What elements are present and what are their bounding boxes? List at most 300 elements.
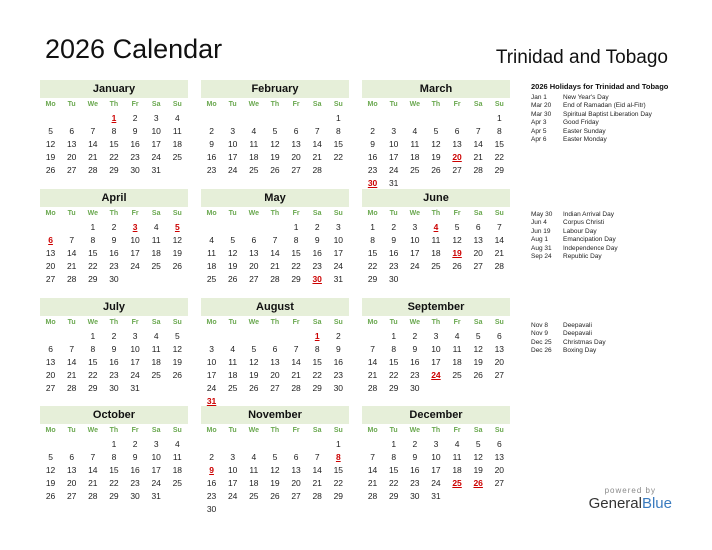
day-cell[interactable]: 19 — [227, 261, 238, 271]
day-cell[interactable]: 12 — [452, 235, 462, 245]
day-cell[interactable]: 28 — [88, 491, 98, 501]
day-cell[interactable]: 15 — [494, 139, 505, 149]
day-cell[interactable]: 15 — [312, 357, 322, 367]
day-cell[interactable]: 12 — [473, 344, 483, 354]
day-cell[interactable]: 22 — [367, 261, 378, 271]
day-cell[interactable]: 3 — [153, 113, 159, 123]
day-cell[interactable]: 8 — [90, 344, 96, 354]
day-cell[interactable]: 29 — [312, 383, 322, 393]
day-cell[interactable]: 4 — [454, 331, 460, 341]
day-cell[interactable]: 5 — [475, 439, 481, 449]
day-cell[interactable]: 2 — [391, 222, 397, 232]
day-cell[interactable]: 12 — [45, 465, 56, 475]
day-cell[interactable]: 14 — [312, 465, 322, 475]
day-cell[interactable]: 25 — [249, 491, 259, 501]
holiday-day-cell[interactable]: 30 — [312, 274, 322, 284]
day-cell[interactable]: 15 — [109, 465, 119, 475]
holiday-day-cell[interactable]: 31 — [206, 396, 217, 406]
holiday-day-cell[interactable]: 1 — [111, 113, 117, 123]
day-cell[interactable]: 28 — [291, 383, 301, 393]
day-cell[interactable]: 13 — [494, 344, 505, 354]
day-cell[interactable]: 21 — [494, 248, 505, 258]
day-cell[interactable]: 3 — [335, 222, 341, 232]
holiday-day-cell[interactable]: 3 — [132, 222, 138, 232]
day-cell[interactable]: 11 — [172, 126, 182, 136]
day-cell[interactable]: 19 — [249, 370, 259, 380]
day-cell[interactable]: 16 — [312, 248, 322, 258]
day-cell[interactable]: 16 — [206, 478, 217, 488]
day-cell[interactable]: 27 — [45, 274, 56, 284]
day-cell[interactable]: 18 — [452, 357, 462, 367]
day-cell[interactable]: 15 — [367, 248, 378, 258]
day-cell[interactable]: 15 — [291, 248, 301, 258]
day-cell[interactable]: 25 — [227, 383, 238, 393]
day-cell[interactable]: 17 — [227, 478, 238, 488]
day-cell[interactable]: 23 — [109, 261, 119, 271]
day-cell[interactable]: 25 — [452, 370, 462, 380]
day-cell[interactable]: 16 — [130, 139, 140, 149]
day-cell[interactable]: 24 — [151, 152, 161, 162]
day-cell[interactable]: 16 — [109, 248, 119, 258]
day-cell[interactable]: 10 — [130, 235, 140, 245]
day-cell[interactable]: 27 — [291, 165, 301, 175]
day-cell[interactable]: 29 — [494, 165, 505, 175]
day-cell[interactable]: 2 — [209, 126, 214, 136]
day-cell[interactable]: 24 — [130, 261, 140, 271]
day-cell[interactable]: 11 — [431, 235, 441, 245]
day-cell[interactable]: 29 — [367, 274, 378, 284]
day-cell[interactable]: 7 — [90, 126, 96, 136]
day-cell[interactable]: 18 — [151, 248, 161, 258]
day-cell[interactable]: 7 — [272, 235, 278, 245]
day-cell[interactable]: 26 — [227, 274, 238, 284]
day-cell[interactable]: 15 — [333, 139, 344, 149]
day-cell[interactable]: 14 — [367, 357, 378, 367]
day-cell[interactable]: 4 — [251, 126, 257, 136]
day-cell[interactable]: 3 — [433, 331, 439, 341]
day-cell[interactable]: 6 — [272, 344, 278, 354]
day-cell[interactable]: 23 — [388, 261, 399, 271]
day-cell[interactable]: 21 — [312, 152, 322, 162]
day-cell[interactable]: 18 — [172, 465, 183, 475]
day-cell[interactable]: 2 — [111, 222, 117, 232]
day-cell[interactable]: 16 — [388, 248, 399, 258]
day-cell[interactable]: 23 — [312, 261, 322, 271]
day-cell[interactable]: 1 — [90, 222, 96, 232]
day-cell[interactable]: 1 — [370, 222, 375, 232]
day-cell[interactable]: 23 — [410, 370, 420, 380]
day-cell[interactable]: 28 — [367, 383, 378, 393]
day-cell[interactable]: 20 — [249, 261, 259, 271]
day-cell[interactable]: 29 — [291, 274, 301, 284]
day-cell[interactable]: 14 — [270, 248, 280, 258]
day-cell[interactable]: 7 — [314, 452, 320, 462]
day-cell[interactable]: 29 — [388, 491, 399, 501]
day-cell[interactable]: 1 — [391, 439, 397, 449]
holiday-day-cell[interactable]: 26 — [473, 478, 483, 488]
day-cell[interactable]: 31 — [130, 383, 140, 393]
day-cell[interactable]: 21 — [291, 370, 301, 380]
day-cell[interactable]: 29 — [333, 491, 344, 501]
day-cell[interactable]: 27 — [249, 274, 259, 284]
day-cell[interactable]: 4 — [251, 452, 257, 462]
day-cell[interactable]: 26 — [45, 491, 56, 501]
holiday-day-cell[interactable]: 20 — [452, 152, 462, 162]
holiday-day-cell[interactable]: 9 — [209, 465, 214, 475]
day-cell[interactable]: 2 — [412, 439, 418, 449]
day-cell[interactable]: 14 — [367, 465, 378, 475]
day-cell[interactable]: 20 — [45, 261, 56, 271]
day-cell[interactable]: 27 — [473, 261, 483, 271]
day-cell[interactable]: 12 — [172, 344, 183, 354]
day-cell[interactable]: 4 — [174, 113, 180, 123]
day-cell[interactable]: 16 — [109, 357, 119, 367]
day-cell[interactable]: 24 — [388, 165, 399, 175]
day-cell[interactable]: 11 — [249, 465, 259, 475]
day-cell[interactable]: 3 — [412, 222, 418, 232]
day-cell[interactable]: 17 — [431, 465, 441, 475]
day-cell[interactable]: 12 — [270, 465, 280, 475]
day-cell[interactable]: 19 — [431, 152, 441, 162]
day-cell[interactable]: 22 — [333, 478, 344, 488]
day-cell[interactable]: 23 — [206, 491, 217, 501]
day-cell[interactable]: 21 — [88, 152, 98, 162]
day-cell[interactable]: 26 — [172, 261, 183, 271]
day-cell[interactable]: 18 — [452, 465, 462, 475]
day-cell[interactable]: 6 — [475, 222, 481, 232]
day-cell[interactable]: 16 — [410, 465, 420, 475]
day-cell[interactable]: 3 — [433, 439, 439, 449]
day-cell[interactable]: 22 — [88, 370, 98, 380]
day-cell[interactable]: 21 — [367, 478, 378, 488]
day-cell[interactable]: 3 — [153, 439, 159, 449]
day-cell[interactable]: 8 — [111, 452, 117, 462]
day-cell[interactable]: 10 — [130, 344, 140, 354]
day-cell[interactable]: 28 — [473, 165, 483, 175]
day-cell[interactable]: 5 — [251, 344, 257, 354]
holiday-day-cell[interactable]: 19 — [452, 248, 462, 258]
day-cell[interactable]: 5 — [174, 331, 180, 341]
day-cell[interactable]: 3 — [391, 126, 397, 136]
day-cell[interactable]: 26 — [249, 383, 259, 393]
day-cell[interactable]: 4 — [174, 439, 180, 449]
day-cell[interactable]: 11 — [452, 344, 462, 354]
day-cell[interactable]: 2 — [132, 439, 138, 449]
day-cell[interactable]: 27 — [66, 491, 77, 501]
day-cell[interactable]: 27 — [45, 383, 56, 393]
day-cell[interactable]: 22 — [494, 152, 505, 162]
brand-logo[interactable] — [589, 486, 672, 512]
day-cell[interactable]: 11 — [172, 452, 182, 462]
day-cell[interactable]: 5 — [48, 452, 53, 462]
day-cell[interactable]: 2 — [111, 331, 117, 341]
day-cell[interactable]: 19 — [172, 248, 183, 258]
day-cell[interactable]: 11 — [151, 235, 161, 245]
day-cell[interactable]: 22 — [291, 261, 301, 271]
day-cell[interactable]: 9 — [391, 235, 397, 245]
day-cell[interactable]: 26 — [431, 165, 441, 175]
day-cell[interactable]: 1 — [335, 113, 341, 123]
day-cell[interactable]: 8 — [370, 235, 375, 245]
holiday-day-cell[interactable]: 5 — [174, 222, 180, 232]
day-cell[interactable]: 31 — [151, 491, 161, 501]
day-cell[interactable]: 30 — [109, 274, 119, 284]
day-cell[interactable]: 20 — [494, 465, 505, 475]
day-cell[interactable]: 25 — [172, 152, 183, 162]
day-cell[interactable]: 7 — [90, 452, 96, 462]
day-cell[interactable]: 29 — [88, 383, 98, 393]
day-cell[interactable]: 23 — [109, 370, 119, 380]
day-cell[interactable]: 15 — [88, 248, 98, 258]
day-cell[interactable]: 23 — [206, 165, 217, 175]
day-cell[interactable]: 26 — [45, 165, 56, 175]
day-cell[interactable]: 10 — [431, 344, 441, 354]
day-cell[interactable]: 9 — [335, 344, 341, 354]
day-cell[interactable]: 19 — [270, 152, 280, 162]
day-cell[interactable]: 22 — [312, 370, 322, 380]
day-cell[interactable]: 4 — [209, 235, 214, 245]
day-cell[interactable]: 24 — [151, 478, 161, 488]
day-cell[interactable]: 9 — [314, 235, 320, 245]
day-cell[interactable]: 11 — [410, 139, 420, 149]
day-cell[interactable]: 20 — [291, 152, 301, 162]
day-cell[interactable]: 7 — [293, 344, 299, 354]
day-cell[interactable]: 30 — [130, 165, 140, 175]
day-cell[interactable]: 18 — [227, 370, 238, 380]
day-cell[interactable]: 15 — [88, 357, 98, 367]
day-cell[interactable]: 12 — [473, 452, 483, 462]
day-cell[interactable]: 10 — [431, 452, 441, 462]
day-cell[interactable]: 31 — [388, 178, 399, 188]
day-cell[interactable]: 15 — [333, 465, 344, 475]
day-cell[interactable]: 20 — [66, 478, 77, 488]
day-cell[interactable]: 25 — [172, 478, 183, 488]
day-cell[interactable]: 30 — [410, 383, 420, 393]
day-cell[interactable]: 16 — [130, 465, 140, 475]
day-cell[interactable]: 5 — [272, 452, 278, 462]
day-cell[interactable]: 20 — [494, 357, 505, 367]
day-cell[interactable]: 30 — [206, 504, 217, 514]
day-cell[interactable]: 22 — [388, 370, 399, 380]
day-cell[interactable]: 29 — [88, 274, 98, 284]
day-cell[interactable]: 18 — [431, 248, 441, 258]
day-cell[interactable]: 4 — [153, 331, 159, 341]
day-cell[interactable]: 23 — [130, 478, 140, 488]
day-cell[interactable]: 2 — [314, 222, 320, 232]
day-cell[interactable]: 22 — [109, 478, 119, 488]
day-cell[interactable]: 6 — [454, 126, 460, 136]
day-cell[interactable]: 8 — [293, 235, 299, 245]
day-cell[interactable]: 7 — [370, 452, 375, 462]
day-cell[interactable]: 6 — [293, 126, 299, 136]
day-cell[interactable]: 21 — [473, 152, 483, 162]
day-cell[interactable]: 30 — [109, 383, 119, 393]
day-cell[interactable]: 13 — [452, 139, 462, 149]
day-cell[interactable]: 27 — [291, 491, 301, 501]
day-cell[interactable]: 20 — [66, 152, 77, 162]
day-cell[interactable]: 22 — [333, 152, 344, 162]
day-cell[interactable]: 1 — [293, 222, 299, 232]
day-cell[interactable]: 22 — [388, 478, 399, 488]
day-cell[interactable]: 21 — [270, 261, 280, 271]
day-cell[interactable]: 20 — [45, 370, 56, 380]
day-cell[interactable]: 1 — [335, 439, 341, 449]
day-cell[interactable]: 24 — [206, 383, 217, 393]
day-cell[interactable]: 21 — [367, 370, 378, 380]
day-cell[interactable]: 15 — [388, 465, 399, 475]
day-cell[interactable]: 25 — [249, 165, 259, 175]
day-cell[interactable]: 25 — [206, 274, 217, 284]
day-cell[interactable]: 16 — [410, 357, 420, 367]
day-cell[interactable]: 23 — [367, 165, 378, 175]
day-cell[interactable]: 6 — [48, 344, 53, 354]
day-cell[interactable]: 29 — [109, 491, 119, 501]
day-cell[interactable]: 19 — [45, 152, 56, 162]
day-cell[interactable]: 14 — [312, 139, 322, 149]
day-cell[interactable]: 6 — [496, 331, 502, 341]
day-cell[interactable]: 12 — [431, 139, 441, 149]
day-cell[interactable]: 9 — [111, 344, 117, 354]
day-cell[interactable]: 15 — [109, 139, 119, 149]
day-cell[interactable]: 20 — [270, 370, 280, 380]
day-cell[interactable]: 8 — [111, 126, 117, 136]
day-cell[interactable]: 18 — [172, 139, 183, 149]
day-cell[interactable]: 24 — [227, 165, 238, 175]
day-cell[interactable]: 19 — [473, 357, 483, 367]
day-cell[interactable]: 9 — [412, 452, 418, 462]
holiday-day-cell[interactable]: 24 — [431, 370, 441, 380]
day-cell[interactable]: 2 — [412, 331, 418, 341]
day-cell[interactable]: 11 — [249, 139, 259, 149]
day-cell[interactable]: 20 — [291, 478, 301, 488]
day-cell[interactable]: 28 — [88, 165, 98, 175]
day-cell[interactable]: 7 — [496, 222, 502, 232]
day-cell[interactable]: 3 — [230, 452, 236, 462]
day-cell[interactable]: 17 — [227, 152, 238, 162]
day-cell[interactable]: 9 — [209, 139, 214, 149]
day-cell[interactable]: 13 — [45, 357, 56, 367]
day-cell[interactable]: 4 — [153, 222, 159, 232]
holiday-day-cell[interactable]: 4 — [433, 222, 439, 232]
day-cell[interactable]: 17 — [410, 248, 420, 258]
day-cell[interactable]: 9 — [132, 452, 138, 462]
day-cell[interactable]: 25 — [410, 165, 420, 175]
day-cell[interactable]: 13 — [66, 139, 77, 149]
day-cell[interactable]: 18 — [249, 478, 259, 488]
day-cell[interactable]: 21 — [66, 261, 77, 271]
day-cell[interactable]: 14 — [473, 139, 483, 149]
day-cell[interactable]: 31 — [333, 274, 344, 284]
day-cell[interactable]: 13 — [270, 357, 280, 367]
holiday-day-cell[interactable]: 6 — [48, 235, 53, 245]
day-cell[interactable]: 12 — [270, 139, 280, 149]
day-cell[interactable]: 10 — [206, 357, 217, 367]
day-cell[interactable]: 16 — [367, 152, 378, 162]
day-cell[interactable]: 17 — [130, 357, 140, 367]
day-cell[interactable]: 12 — [45, 139, 56, 149]
day-cell[interactable]: 27 — [494, 370, 505, 380]
day-cell[interactable]: 26 — [270, 165, 280, 175]
day-cell[interactable]: 8 — [90, 235, 96, 245]
day-cell[interactable]: 11 — [207, 248, 216, 258]
day-cell[interactable]: 7 — [475, 126, 481, 136]
day-cell[interactable]: 30 — [410, 491, 420, 501]
day-cell[interactable]: 30 — [388, 274, 399, 284]
day-cell[interactable]: 17 — [333, 248, 344, 258]
day-cell[interactable]: 9 — [412, 344, 418, 354]
day-cell[interactable]: 7 — [69, 235, 75, 245]
holiday-day-cell[interactable]: 30 — [367, 178, 378, 188]
day-cell[interactable]: 13 — [494, 452, 505, 462]
day-cell[interactable]: 18 — [249, 152, 259, 162]
day-cell[interactable]: 5 — [48, 126, 53, 136]
day-cell[interactable]: 9 — [370, 139, 375, 149]
day-cell[interactable]: 2 — [335, 331, 341, 341]
day-cell[interactable]: 27 — [270, 383, 280, 393]
day-cell[interactable]: 19 — [473, 465, 483, 475]
day-cell[interactable]: 18 — [410, 152, 420, 162]
day-cell[interactable]: 19 — [45, 478, 56, 488]
day-cell[interactable]: 30 — [333, 383, 344, 393]
day-cell[interactable]: 13 — [249, 248, 259, 258]
day-cell[interactable]: 28 — [270, 274, 280, 284]
day-cell[interactable]: 10 — [227, 139, 238, 149]
day-cell[interactable]: 13 — [473, 235, 483, 245]
day-cell[interactable]: 4 — [230, 344, 236, 354]
holiday-day-cell[interactable]: 25 — [452, 478, 462, 488]
day-cell[interactable]: 18 — [206, 261, 217, 271]
day-cell[interactable]: 8 — [335, 126, 341, 136]
day-cell[interactable]: 1 — [90, 331, 96, 341]
day-cell[interactable]: 29 — [388, 383, 399, 393]
day-cell[interactable]: 30 — [130, 491, 140, 501]
day-cell[interactable]: 19 — [172, 357, 183, 367]
day-cell[interactable]: 28 — [312, 491, 322, 501]
day-cell[interactable]: 26 — [172, 370, 183, 380]
day-cell[interactable]: 4 — [454, 439, 460, 449]
day-cell[interactable]: 16 — [333, 357, 344, 367]
day-cell[interactable]: 17 — [388, 152, 399, 162]
day-cell[interactable]: 27 — [66, 165, 77, 175]
day-cell[interactable]: 24 — [410, 261, 420, 271]
day-cell[interactable]: 14 — [88, 139, 98, 149]
day-cell[interactable]: 5 — [475, 331, 481, 341]
day-cell[interactable]: 2 — [209, 452, 214, 462]
day-cell[interactable]: 3 — [132, 331, 138, 341]
day-cell[interactable]: 21 — [312, 478, 322, 488]
day-cell[interactable]: 8 — [496, 126, 502, 136]
day-cell[interactable]: 11 — [228, 357, 238, 367]
day-cell[interactable]: 3 — [230, 126, 236, 136]
day-cell[interactable]: 25 — [151, 261, 161, 271]
day-cell[interactable]: 7 — [370, 344, 375, 354]
day-cell[interactable]: 26 — [452, 261, 462, 271]
day-cell[interactable]: 23 — [410, 478, 420, 488]
day-cell[interactable]: 14 — [66, 357, 77, 367]
day-cell[interactable]: 10 — [333, 235, 344, 245]
day-cell[interactable]: 28 — [494, 261, 505, 271]
day-cell[interactable]: 7 — [69, 344, 75, 354]
day-cell[interactable]: 17 — [130, 248, 140, 258]
day-cell[interactable]: 5 — [454, 222, 460, 232]
day-cell[interactable]: 22 — [88, 261, 98, 271]
day-cell[interactable]: 4 — [412, 126, 418, 136]
day-cell[interactable]: 3 — [209, 344, 214, 354]
day-cell[interactable]: 2 — [132, 113, 138, 123]
day-cell[interactable]: 6 — [496, 439, 502, 449]
day-cell[interactable]: 9 — [132, 126, 138, 136]
day-cell[interactable]: 21 — [66, 370, 77, 380]
